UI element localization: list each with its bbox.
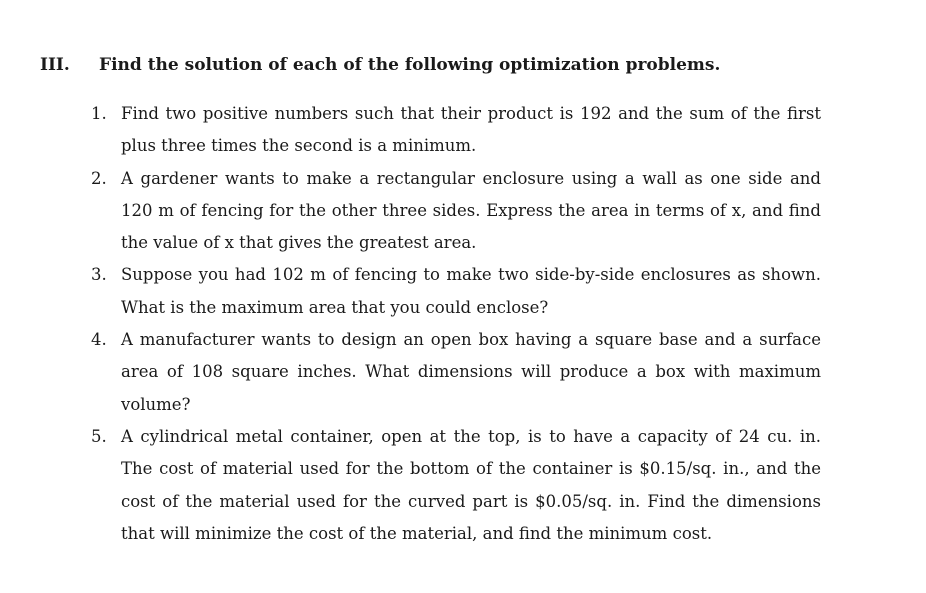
problem-number: 2.	[91, 168, 107, 188]
problem-number: 4.	[91, 330, 107, 350]
problem-text: A gardener wants to make a rectangular enclosure using a wall as one side and 120 m of fencing for the other three sides. Express the area in terms of x, and find the value of x that gives the greatest area.	[121, 168, 821, 253]
problem-item-2	[91, 163, 821, 260]
problem-text: A manufacturer wants to design an open box having a square base and a surface area of 108 square inches. What dimensions will produce a box with maximum volume?	[121, 330, 821, 414]
problem-number: 5.	[91, 426, 107, 446]
problem-text: Suppose you had 102 m of fencing to make two side-by-side enclosures as shown. What is the maximum area that you could enclose?	[121, 265, 821, 317]
problem-number: 1.	[91, 104, 107, 123]
problem-item-4	[91, 324, 821, 421]
section-number: III.	[40, 55, 70, 75]
problem-list	[91, 98, 821, 550]
problem-item-3	[91, 259, 821, 324]
problem-text: Find two positive numbers such that their product is 192 and the sum of the first plus three times the second is a minimum.	[121, 104, 821, 156]
problem-item-1	[91, 98, 821, 163]
section-title: Find the solution of each of the following optimization problems.	[99, 55, 721, 75]
problem-text: A cylindrical metal container, open at the top, is to have a capacity of 24 cu. in. The cost of material used for the bottom of the container is $0.15/sq. in., and the cost of the material used for the curved part is $0.05/sq. in. Find the dimensions that will minimize the cost of the material, and find the minimum cost.	[121, 426, 821, 543]
problem-item-5	[91, 421, 821, 550]
section-header	[40, 52, 900, 78]
problem-number: 3.	[91, 265, 107, 285]
